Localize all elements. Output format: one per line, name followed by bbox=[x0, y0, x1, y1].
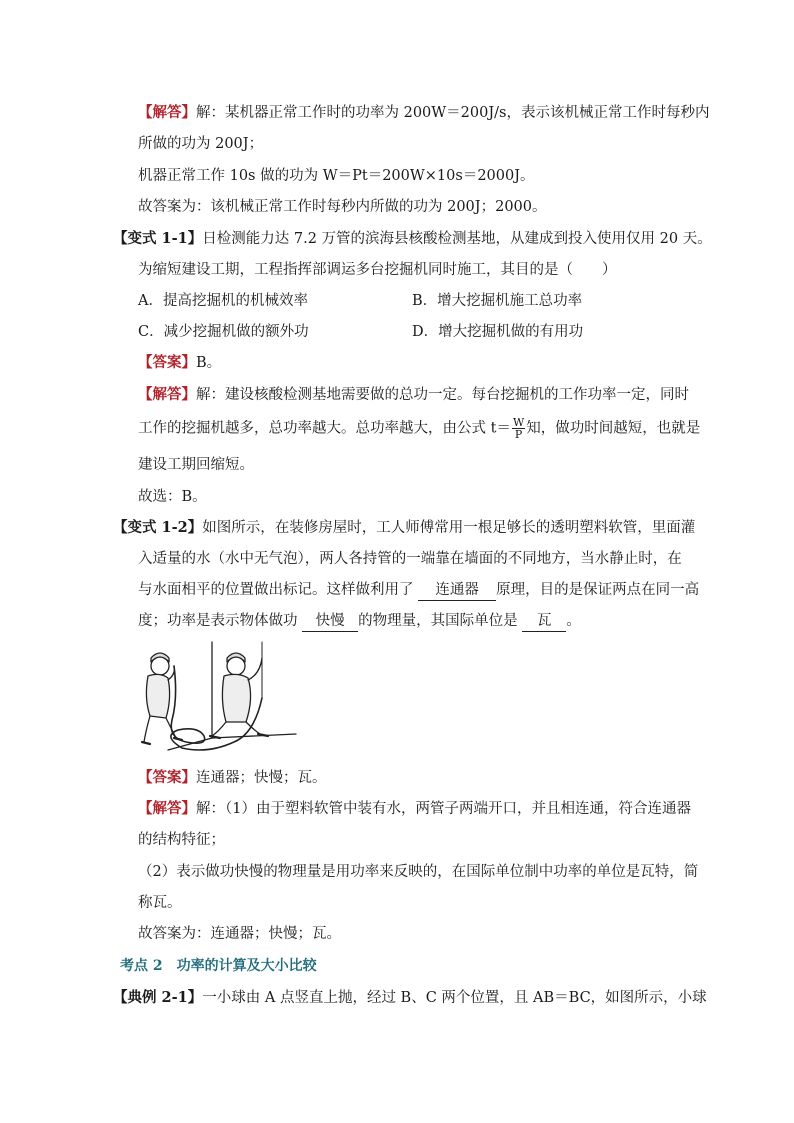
text: 。 bbox=[566, 613, 581, 629]
solution-tag: 【解答】 bbox=[138, 104, 196, 121]
option-b: B．增大挖掘机施工总功率 bbox=[412, 293, 583, 309]
example-2-1-question-line-1 bbox=[113, 988, 707, 1008]
worker-right-arm bbox=[248, 658, 262, 680]
worker-left-body bbox=[146, 674, 169, 718]
text: 原理，目的是保证两点在同一高 bbox=[496, 582, 700, 598]
text: 解：（1）由于塑料软管中装有水，两管子两端开口，并且相连通，符合连通器 bbox=[196, 801, 691, 817]
floor-line-left bbox=[168, 738, 212, 750]
variant-1-1-solution-line-3: 建设工期回缩短。 bbox=[138, 457, 254, 473]
variant-1-2-question-line-4 bbox=[138, 611, 581, 632]
fraction-numerator: W bbox=[512, 416, 525, 429]
variant-1-1-question-line-1 bbox=[113, 229, 712, 249]
option-a: A．提高挖掘机的机械效率 bbox=[138, 293, 308, 309]
answer-text: 连通器；快慢；瓦。 bbox=[196, 770, 327, 786]
text: 解：建设核酸检测基地需要做的总功一定。每台挖掘机的工作功率一定，同时 bbox=[196, 387, 689, 403]
text: 工作的挖掘机越多，总功率越大。总功率越大，由公式 t＝ bbox=[138, 420, 511, 437]
answer-explanation-line-1 bbox=[138, 103, 710, 123]
section-label: 考点 2 bbox=[120, 958, 163, 974]
variant-1-1-solution-line-4: 故选：B。 bbox=[138, 489, 207, 505]
variant-1-2-solution-line-1 bbox=[138, 799, 691, 819]
formula-fraction bbox=[512, 417, 525, 440]
section-title: 功率的计算及大小比较 bbox=[176, 958, 317, 974]
fraction-denominator: P bbox=[514, 428, 523, 441]
text: 知，做功时间越短，也就是 bbox=[526, 420, 701, 437]
answer-explanation-line-4: 故答案为：该机械正常工作时每秒内所做的功为 200J；2000。 bbox=[138, 199, 547, 215]
text: 解：某机器正常工作时的功率为 200W＝200J/s，表示该机械正常工作时每秒内 bbox=[196, 105, 710, 121]
option-c: C．减少挖掘机做的额外功 bbox=[138, 324, 309, 340]
text: 的物理量，其国际单位是 bbox=[358, 613, 518, 629]
fill-blank-3: 瓦 bbox=[522, 611, 566, 632]
variant-1-2-solution-line-3: （2）表示做功快慢的物理量是用功率来反映的，在国际单位制中功率的单位是瓦特，简 bbox=[138, 864, 699, 880]
variant-1-2-answer bbox=[138, 768, 327, 788]
example-tag: 【典例 2-1】 bbox=[113, 989, 203, 1006]
text: 与水面相平的位置做出标记。这样做利用了 bbox=[138, 582, 414, 598]
variant-1-2-question-line-2: 入适量的水（水中无气泡），两人各持管的一端靠在墙面的不同地方，当水静止时，在 bbox=[138, 551, 682, 567]
variant-1-1-solution-line-2 bbox=[138, 417, 700, 440]
solution-tag: 【解答】 bbox=[138, 800, 196, 817]
variant-1-1-question-line-2: 为缩短建设工期，工程指挥部调运多台挖掘机同时施工，其目的是（ ） bbox=[138, 262, 617, 278]
workers-hose-illustration bbox=[138, 638, 298, 754]
text: 一小球由 A 点竖直上抛，经过 B、C 两个位置，且 AB＝BC，如图所示，小球 bbox=[202, 990, 707, 1006]
variant-1-2-solution-line-5: 故答案为：连通器；快慢；瓦。 bbox=[138, 926, 341, 942]
variant-1-2-solution-line-4: 称瓦。 bbox=[138, 895, 182, 911]
answer-explanation-line-3: 机器正常工作 10s 做的功为 W＝Pt＝200W×10s＝2000J。 bbox=[138, 168, 535, 184]
answer-text: B。 bbox=[196, 355, 222, 371]
variant-tag: 【变式 1-2】 bbox=[113, 519, 203, 536]
text: 如图所示，在装修房屋时，工人师傅常用一根足够长的透明塑料软管，里面灌 bbox=[202, 520, 696, 536]
text: 日检测能力达 7.2 万管的滨海县核酸检测基地，从建成到投入使用仅用 20 天。 bbox=[202, 231, 712, 247]
fill-blank-1: 连通器 bbox=[418, 580, 496, 601]
floor-line-right bbox=[212, 734, 296, 738]
variant-tag: 【变式 1-1】 bbox=[113, 230, 203, 247]
option-d: D．增大挖掘机做的有用功 bbox=[412, 324, 584, 340]
answer-explanation-line-2: 所做的功为 200J； bbox=[138, 136, 264, 152]
fill-blank-2: 快慢 bbox=[302, 611, 358, 632]
solution-tag: 【解答】 bbox=[138, 386, 196, 403]
text: 度；功率是表示物体做功 bbox=[138, 613, 298, 629]
answer-tag: 【答案】 bbox=[138, 354, 196, 371]
variant-1-2-solution-line-2: 的结构特征； bbox=[138, 832, 225, 848]
section-heading bbox=[120, 956, 317, 976]
worker-right-body bbox=[222, 674, 250, 722]
variant-1-1-answer bbox=[138, 353, 221, 373]
variant-1-1-solution-line-1 bbox=[138, 385, 689, 405]
variant-1-2-question-line-1 bbox=[113, 518, 695, 538]
variant-1-2-question-line-3 bbox=[138, 580, 699, 601]
answer-tag: 【答案】 bbox=[138, 769, 196, 786]
